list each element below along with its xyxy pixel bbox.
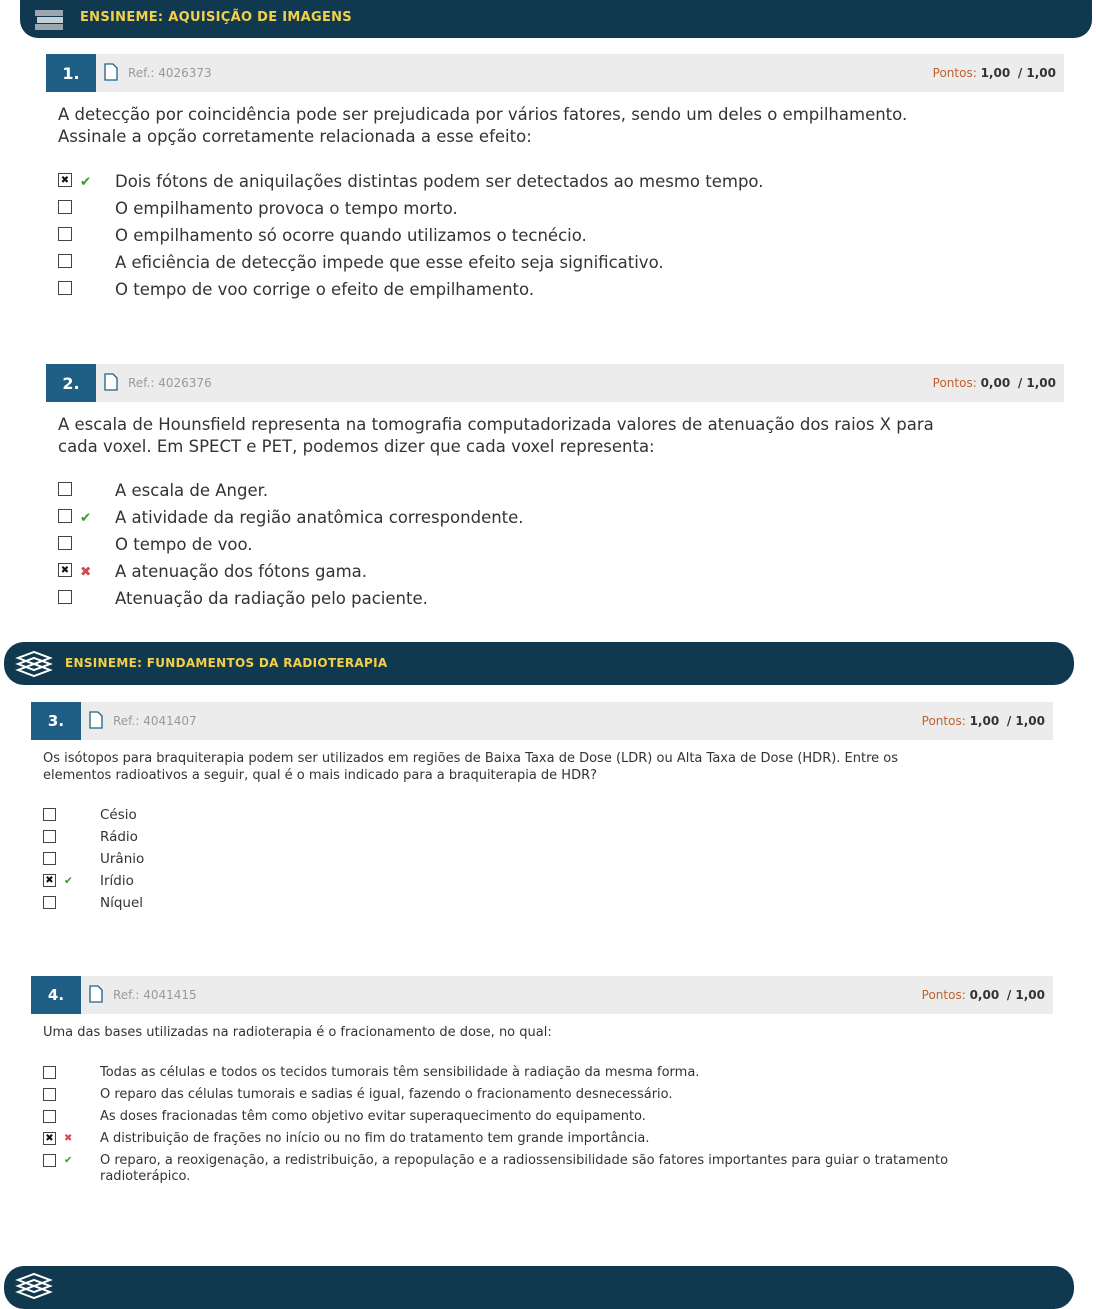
option-label: A atividade da região anatômica correspondente. xyxy=(115,508,524,527)
option-checkbox[interactable] xyxy=(43,852,56,865)
question-stem: A escala de Hounsfield representa na tomografia computadorizada valores de atenuação dos raios X para cada voxel. Em SPECT e PET, podemos dizer que cada voxel representa: xyxy=(58,415,934,456)
option-label: O tempo de voo corrige o efeito de empilhamento. xyxy=(115,280,535,299)
option-checkbox[interactable] xyxy=(58,200,72,214)
option-checkbox[interactable] xyxy=(58,509,72,523)
section-header xyxy=(4,642,1074,685)
question-number: 3. xyxy=(31,702,81,740)
cross-icon: ✖ xyxy=(80,564,92,580)
option-checkbox[interactable] xyxy=(58,254,72,268)
points: Pontos: 1,00 / 1,00 xyxy=(932,66,1056,80)
option-label: O empilhamento só ocorre quando utilizamos o tecnécio. xyxy=(115,226,587,245)
books-icon xyxy=(14,648,54,680)
books-icon xyxy=(32,4,68,34)
option-label: Níquel xyxy=(100,895,144,911)
option-checkbox[interactable] xyxy=(58,482,72,496)
option-checkbox[interactable] xyxy=(43,874,56,887)
check-icon: ✔ xyxy=(80,510,92,526)
option-label: O empilhamento provoca o tempo morto. xyxy=(115,199,458,218)
option-label: Todas as células e todos os tecidos tumorais têm sensibilidade à radiação da mesma forma. xyxy=(100,1065,700,1080)
question-ref: Ref.: 4041407 xyxy=(113,714,197,728)
option-label: Rádio xyxy=(100,829,138,845)
document-icon xyxy=(104,373,118,391)
option-checkbox[interactable] xyxy=(58,590,72,604)
check-icon: ✔ xyxy=(64,875,73,887)
question-ref: Ref.: 4026376 xyxy=(128,376,212,390)
option-label: A eficiência de detecção impede que esse efeito seja significativo. xyxy=(115,253,664,272)
option-checkbox[interactable] xyxy=(43,1132,56,1145)
option-label: A escala de Anger. xyxy=(115,481,269,500)
option-checkbox[interactable] xyxy=(43,830,56,843)
question-number: 1. xyxy=(46,54,96,92)
option-label: Urânio xyxy=(100,851,145,867)
document-icon xyxy=(104,63,118,81)
points: Pontos: 0,00 / 1,00 xyxy=(932,376,1056,390)
question-ref: Ref.: 4041415 xyxy=(113,988,197,1002)
cross-icon: ✖ xyxy=(64,1133,73,1144)
question-header xyxy=(46,54,1064,92)
check-icon: ✔ xyxy=(64,1155,73,1166)
section-header xyxy=(4,1266,1074,1309)
question-ref: Ref.: 4026373 xyxy=(128,66,212,80)
option-checkbox[interactable] xyxy=(43,896,56,909)
books-icon xyxy=(14,1270,54,1302)
option-label: Atenuação da radiação pelo paciente. xyxy=(115,589,428,608)
question-stem: Uma das bases utilizadas na radioterapia é o fracionamento de dose, no qual: xyxy=(43,1025,552,1040)
question-header xyxy=(31,976,1053,1014)
option-label: O tempo de voo. xyxy=(115,535,253,554)
points: Pontos: 0,00 / 1,00 xyxy=(921,988,1045,1002)
option-checkbox[interactable] xyxy=(58,536,72,550)
points: Pontos: 1,00 / 1,00 xyxy=(921,714,1045,728)
option-label: Césio xyxy=(100,807,137,823)
option-label: A atenuação dos fótons gama. xyxy=(115,562,368,581)
option-checkbox[interactable] xyxy=(43,808,56,821)
section-header xyxy=(20,0,1092,38)
question-header xyxy=(46,364,1064,402)
check-icon: ✔ xyxy=(80,174,92,190)
option-checkbox[interactable] xyxy=(43,1066,56,1079)
option-checkbox[interactable] xyxy=(58,281,72,295)
option-checkbox[interactable] xyxy=(43,1088,56,1101)
document-icon xyxy=(89,985,103,1003)
option-label: O reparo, a reoxigenação, a redistribuição, a repopulação e a radiossensibilidade são fatores importantes para guiar o tratamento radioterápico. xyxy=(100,1153,949,1184)
question-number: 2. xyxy=(46,364,96,402)
option-label: A distribuição de frações no início ou no fim do tratamento tem grande importância. xyxy=(100,1131,650,1146)
option-label: As doses fracionadas têm como objetivo evitar superaquecimento do equipamento. xyxy=(100,1109,646,1124)
section-title: ENSINEME: AQUISIÇÃO DE IMAGENS xyxy=(80,10,352,25)
option-checkbox[interactable] xyxy=(43,1154,56,1167)
question-stem: A detecção por coincidência pode ser prejudicada por vários fatores, sendo um deles o empilhamento. Assinale a opção corretamente relacionada a esse efeito: xyxy=(58,105,908,146)
question-header xyxy=(31,702,1053,740)
option-label: Irídio xyxy=(100,873,134,889)
option-label: Dois fótons de aniquilações distintas podem ser detectados ao mesmo tempo. xyxy=(115,172,764,191)
option-checkbox[interactable] xyxy=(58,563,72,577)
option-label: O reparo das células tumorais e sadias é igual, fazendo o fracionamento desnecessário. xyxy=(100,1087,673,1102)
document-icon xyxy=(89,711,103,729)
option-checkbox[interactable] xyxy=(58,173,72,187)
option-checkbox[interactable] xyxy=(43,1110,56,1123)
question-number: 4. xyxy=(31,976,81,1014)
option-checkbox[interactable] xyxy=(58,227,72,241)
question-stem: Os isótopos para braquiterapia podem ser utilizados em regiões de Baixa Taxa de Dose (LDR) ou Alta Taxa de Dose (HDR). Entre os elementos radioativos a seguir, qual é o mais indicado para a braquiterapia de HDR? xyxy=(43,751,899,783)
section-title: ENSINEME: FUNDAMENTOS DA RADIOTERAPIA xyxy=(65,656,388,670)
